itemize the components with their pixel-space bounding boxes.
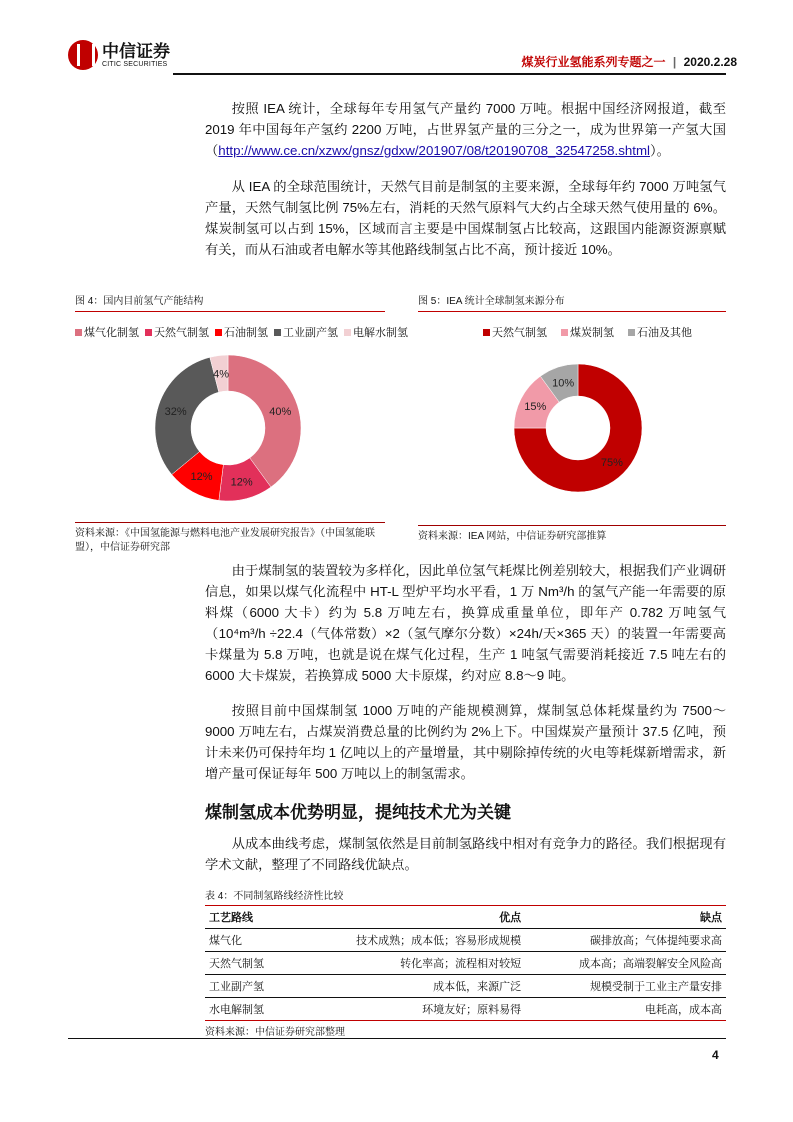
header-route: 工艺路线 [205,906,295,929]
cell: 规模受制于工业主产量安排 [525,975,726,998]
table-row [205,929,726,952]
cell: 成本低，来源广泛 [295,975,525,998]
legend-label: 天然气制氢 [154,327,209,339]
footer-rule [68,1038,726,1039]
legend-item [215,324,268,340]
legend-swatch [215,329,222,336]
report-header [522,53,737,70]
report-date: 2020.2.28 [683,55,737,69]
p1-text: 按照 IEA 统计，全球每年专用氢气产量约 7000 万吨。根据中国经济网报道，截至 2019 年中国每年产氢约 2200 万吨，占世界氢产量的三分之一，成为世界第一产氢大国（ [205,101,726,158]
cell: 技术成熟；成本低；容易形成规模 [295,929,525,952]
legend-label: 石油及其他 [637,327,692,339]
legend-swatch [628,329,635,336]
cell: 天然气制氢 [205,952,295,975]
page-number: 4 [712,1048,719,1062]
comparison-table [205,905,726,1021]
section-heading: 煤制氢成本优势明显，提纯技术尤为关键 [205,803,511,822]
cell: 转化率高；流程相对较短 [295,952,525,975]
slice-label: 40% [269,406,292,419]
legend-swatch [561,329,568,336]
slice-label: 15% [524,401,547,414]
legend-item [274,324,338,340]
table-source: 资料来源：中信证券研究部整理 [205,1027,345,1038]
slice-label: 12% [230,476,253,489]
legend-item [344,324,408,340]
paragraph-5: 从成本曲线考虑，煤制氢依然是目前制氢路线中相对有竞争力的路径。我们根据现有学术文献，整理了不同路线优缺点。 [205,836,726,872]
cell: 煤气化 [205,929,295,952]
header-pros: 优点 [295,906,525,929]
legend-label: 煤炭制氢 [570,327,614,339]
slice-label: 4% [213,368,230,381]
p1-tail: ）。 [650,143,670,158]
legend-swatch [483,329,490,336]
figure-5 [418,292,726,340]
cell: 电耗高，成本高 [525,998,726,1021]
header-rule [173,73,726,75]
cell: 成本高；高端裂解安全风险高 [525,952,726,975]
figure-4-legend [75,324,408,340]
citic-logo [68,40,170,70]
table-4 [205,887,726,1038]
citic-logo-icon [68,40,98,70]
legend-swatch [145,329,152,336]
legend-swatch [75,329,82,336]
figure-5-source: 资料来源：IEA 网站，中信证券研究部推算 [418,525,726,544]
table-row [205,998,726,1021]
cell: 环境友好；原料易得 [295,998,525,1021]
legend-label: 工业副产氢 [283,327,338,339]
figure-5-title: 图 5：IEA 统计全球制氢来源分布 [418,292,726,312]
legend-item [75,324,139,340]
figure-4-source: 资料来源：《中国氢能源与燃料电池产业发展研究报告》（中国氢能联盟），中信证券研究部 [75,522,385,555]
legend-label: 电解水制氢 [353,327,408,339]
table-title: 表 4：不同制氢路线经济性比较 [205,891,344,902]
slice-label: 75% [600,456,623,469]
paragraph-2: 从 IEA 的全球范围统计，天然气目前是制氢的主要来源，全球每年约 7000 万吨氢气产量，天然气制氢比例 75%左右，消耗的天然气原料气大约占全球天然气使用量的 6%。煤炭制氢可以占到 15%，区域而言主要是中国煤制氢占比较高，这跟国内能源资源禀赋有关，而从石油或者电解水等其他路线制氢占比不高，预计接近 10%。 [205,179,726,257]
figure-4-donut [140,340,320,520]
legend-item [145,324,209,340]
cell: 碳排放高；气体提纯要求高 [525,929,726,952]
separator: | [672,55,677,69]
legend-label: 煤气化制氢 [84,327,139,339]
slice-label: 12% [190,471,213,484]
header-cons: 缺点 [525,906,726,929]
table-row [205,975,726,998]
cell: 水电解制氢 [205,998,295,1021]
paragraph-1 [205,98,726,161]
cell: 工业副产氢 [205,975,295,998]
logo-en: CITIC SECURITIES [102,60,168,68]
legend-label: 石油制氢 [224,327,268,339]
slice-label: 10% [552,377,575,390]
table-row [205,952,726,975]
slice-label: 32% [164,406,187,419]
legend-label: 天然气制氢 [492,327,547,339]
figure-4-title: 图 4：国内目前氢气产能结构 [75,292,385,312]
logo-cn: 中信证券 [102,41,170,61]
legend-swatch [274,329,281,336]
source-link[interactable]: http://www.ce.cn/xzwx/gnsz/gdxw/201907/08/t20190708_32547258.shtml [218,143,650,158]
paragraph-3: 由于煤制氢的装置较为多样化，因此单位氢气耗煤比例差别较大，根据我们产业调研信息，如果以煤气化流程中 HT-L 型炉平均水平看，1 万 Nm³/h 的氢气产能一年需要的原料煤（6000 大卡）约为 5.8 万吨左右，换算成重量单位，即年产 0.782 万吨氢气（10⁴m³/h ÷22.4（气体常数）×2（氢气摩尔分数）×24h/天×365 天）的装置一年需要高卡煤量为 5.8 万吨，也就是说在煤气化过程，生产 1 吨氢气需要消耗接近 7.5 吨左右的 6000 大卡煤炭，若换算成 5000 大卡原煤，约对应 8.8～9 吨。 [205,563,726,683]
report-title: 煤炭行业氢能系列专题之一 [521,55,666,69]
paragraph-4: 按照目前中国煤制氢 1000 万吨的产能规模测算，煤制氢总体耗煤量约为 7500～9000 万吨左右，占煤炭消费总量的比例约为 2%上下。中国煤炭产量预计 37.5 亿吨，预计未来仍可保持年均 1 亿吨以上的产量增量，其中剔除掉传统的火电等耗煤新增需求，新增产量可保证每年 500 万吨以上的制氢需求。 [205,703,726,781]
figure-4 [75,292,408,340]
legend-swatch [344,329,351,336]
figure-5-donut [488,338,668,518]
